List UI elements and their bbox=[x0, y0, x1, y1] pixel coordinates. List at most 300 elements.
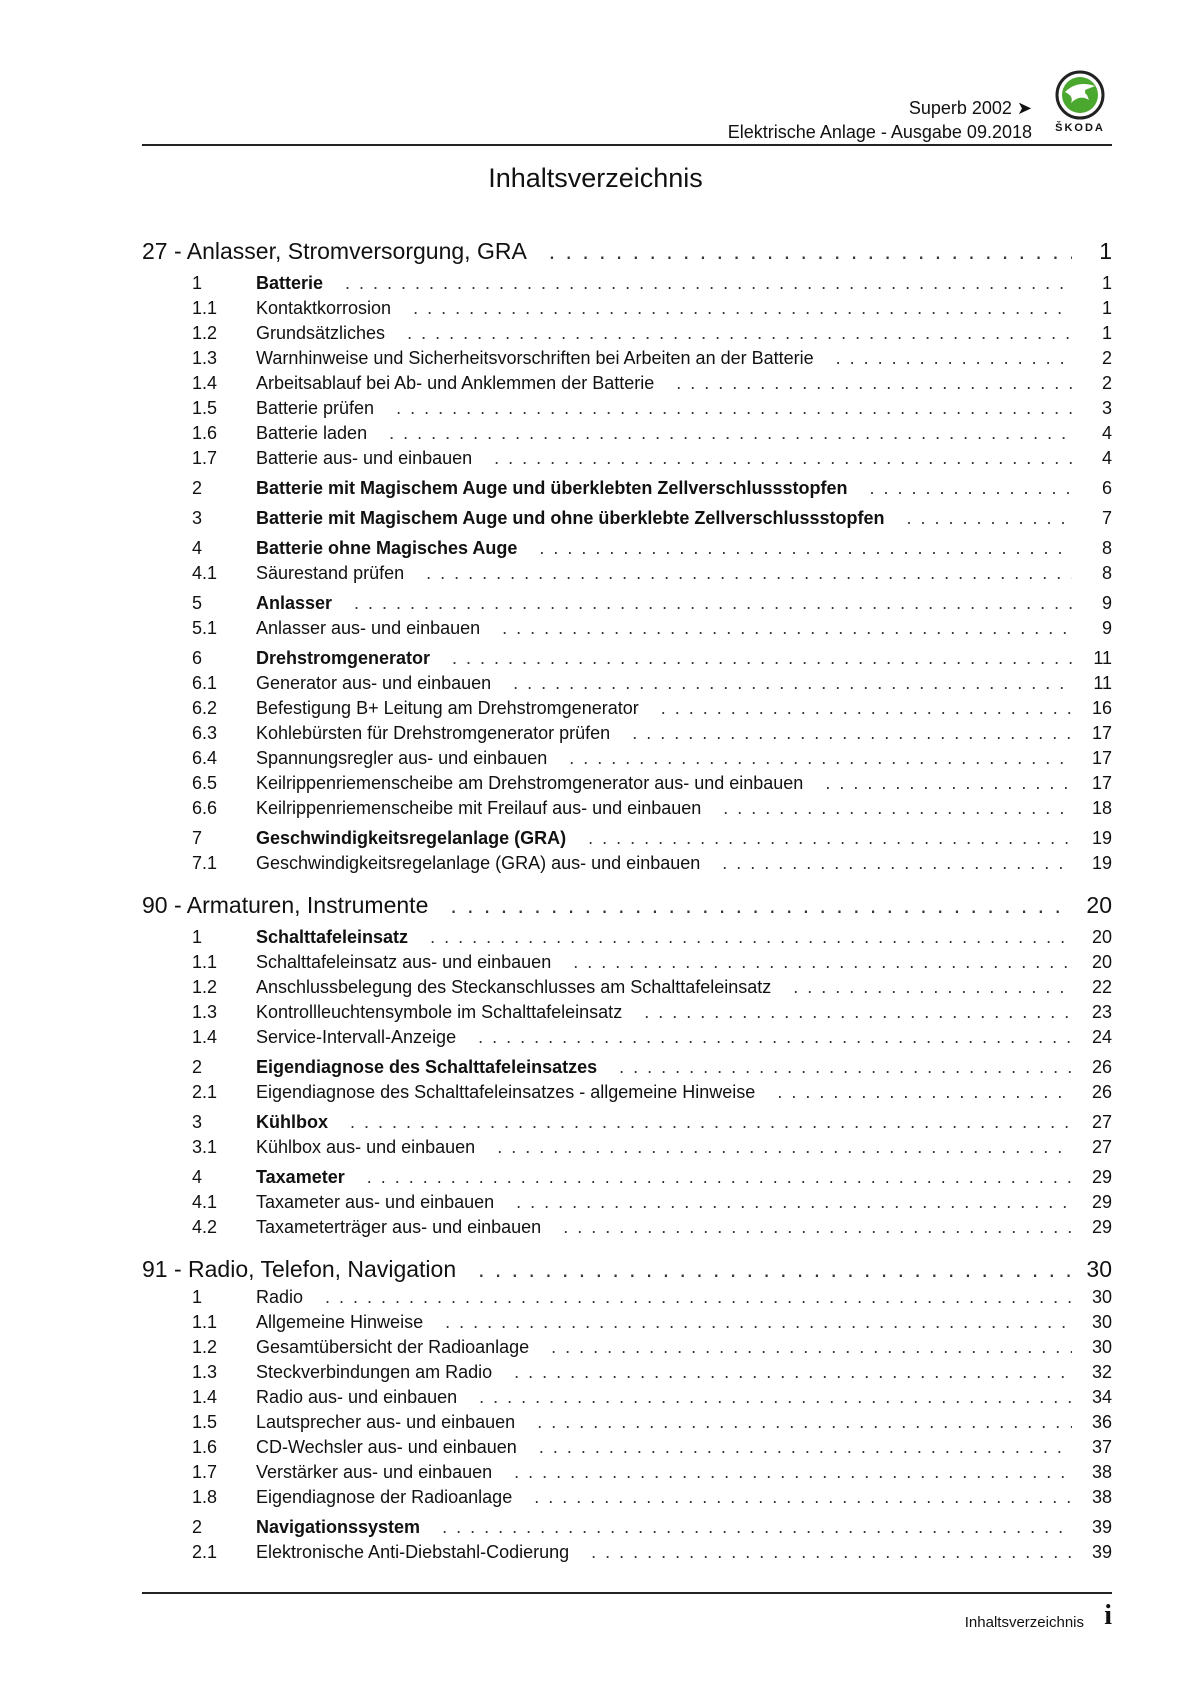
toc-entry-title: Batterie prüfen bbox=[256, 398, 375, 418]
toc-entry-number: 2 bbox=[192, 1517, 203, 1537]
toc-page-number: 1 bbox=[1101, 323, 1112, 343]
toc-page-number: 32 bbox=[1091, 1362, 1112, 1382]
dot-leader bbox=[328, 1112, 1072, 1133]
toc-entry-number: 4.2 bbox=[192, 1217, 218, 1237]
toc-entry-title: Geschwindigkeitsregelanlage (GRA) aus- und einbauen bbox=[256, 853, 701, 873]
toc-page-number: 38 bbox=[1091, 1487, 1112, 1507]
toc-entry-number: 6.4 bbox=[192, 748, 218, 768]
toc-entry-label bbox=[142, 1437, 517, 1458]
dot-leader bbox=[475, 1137, 1072, 1158]
toc-entry-label bbox=[142, 298, 391, 319]
toc-entry-label bbox=[142, 1256, 456, 1283]
dot-leader bbox=[517, 1437, 1072, 1458]
toc-page-number: 7 bbox=[1101, 508, 1112, 528]
toc-entry-title: Batterie laden bbox=[256, 423, 368, 443]
toc-sub-row[interactable] bbox=[142, 614, 1112, 639]
toc-sub-row[interactable] bbox=[142, 319, 1112, 344]
dot-leader bbox=[527, 238, 1072, 265]
toc-entry-label bbox=[142, 1462, 492, 1483]
toc-entry-number: 2.1 bbox=[192, 1082, 218, 1102]
toc-page-number: 38 bbox=[1091, 1462, 1112, 1482]
toc-page-number: 17 bbox=[1091, 723, 1112, 743]
dot-leader bbox=[755, 1082, 1072, 1103]
toc-entry-title: Eigendiagnose der Radioanlage bbox=[256, 1487, 513, 1507]
toc-entry-title: Keilrippenriemenscheibe am Drehstromgenerator aus- und einbauen bbox=[256, 773, 804, 793]
toc-sub-row[interactable] bbox=[142, 669, 1112, 694]
toc-entry-label bbox=[142, 1002, 622, 1023]
toc-page-number: 8 bbox=[1101, 538, 1112, 558]
toc-page-number: 19 bbox=[1091, 828, 1112, 848]
toc-entry-number: 1 bbox=[192, 273, 203, 293]
toc-page-number: 22 bbox=[1091, 977, 1112, 997]
toc-page-number: 11 bbox=[1093, 648, 1112, 668]
dot-leader bbox=[701, 798, 1072, 819]
toc-entry-label bbox=[142, 673, 491, 694]
toc-entry-number: 2.1 bbox=[192, 1542, 218, 1562]
toc-entry-title: Taxameterträger aus- und einbauen bbox=[256, 1217, 542, 1237]
dot-leader bbox=[332, 593, 1072, 614]
toc-page-number: 34 bbox=[1091, 1387, 1112, 1407]
toc-section-row[interactable] bbox=[142, 640, 1112, 669]
toc-entry-label bbox=[142, 1112, 328, 1133]
toc-entry-label bbox=[142, 952, 551, 973]
dot-leader bbox=[517, 538, 1072, 559]
toc-page-number: 8 bbox=[1101, 563, 1112, 583]
toc-entry-number: 6.5 bbox=[192, 773, 218, 793]
toc-entry-number: 1.4 bbox=[192, 1387, 218, 1407]
dot-leader bbox=[420, 1517, 1072, 1538]
toc-page-number: 18 bbox=[1091, 798, 1112, 818]
toc-entry-label bbox=[142, 238, 527, 265]
toc-entry-label bbox=[142, 1412, 515, 1433]
toc-page-number: 26 bbox=[1091, 1057, 1112, 1077]
toc-sub-row[interactable] bbox=[142, 1213, 1112, 1238]
toc-entry-title: Eigendiagnose des Schalttafeleinsatzes - allgemeine Hinweise bbox=[256, 1082, 756, 1102]
toc-entry-number: 7 bbox=[192, 828, 203, 848]
dot-leader bbox=[529, 1337, 1072, 1358]
dot-leader bbox=[408, 927, 1072, 948]
toc-page-number: 30 bbox=[1091, 1337, 1112, 1357]
toc-page-number: 26 bbox=[1091, 1082, 1112, 1102]
toc-entry-number: 1.1 bbox=[192, 952, 218, 972]
toc-entry-title: Anlasser aus- und einbauen bbox=[256, 618, 481, 638]
toc-entry-label bbox=[142, 798, 701, 819]
dot-leader bbox=[847, 478, 1072, 499]
toc-page-number: 4 bbox=[1101, 423, 1112, 443]
toc-entry-label bbox=[142, 348, 814, 369]
toc-entry-label bbox=[142, 593, 332, 614]
dot-leader bbox=[547, 748, 1072, 769]
toc-page-number: 3 bbox=[1101, 398, 1112, 418]
toc-entry-number: 3 bbox=[192, 1112, 203, 1132]
page-title: Inhaltsverzeichnis bbox=[488, 163, 703, 193]
toc-page-number: 39 bbox=[1091, 1542, 1112, 1562]
toc-sub-row[interactable] bbox=[142, 419, 1112, 444]
toc-entry-title: Service-Intervall-Anzeige bbox=[256, 1027, 457, 1047]
toc-entry-number: 6.2 bbox=[192, 698, 218, 718]
toc-page-number: 17 bbox=[1091, 748, 1112, 768]
toc-sub-row[interactable] bbox=[142, 973, 1112, 998]
toc-entry-number: 1.5 bbox=[192, 1412, 218, 1432]
toc-entry-number: 1.5 bbox=[192, 398, 218, 418]
toc-entry-label bbox=[142, 1337, 529, 1358]
toc-entry-label bbox=[142, 1057, 597, 1078]
toc-entry-label bbox=[142, 853, 700, 874]
toc-section-row[interactable] bbox=[142, 820, 1112, 849]
toc-sub-row[interactable] bbox=[142, 1383, 1112, 1408]
toc-page-number: 29 bbox=[1091, 1167, 1112, 1187]
dot-leader bbox=[374, 398, 1072, 419]
dot-leader bbox=[345, 1167, 1072, 1188]
toc-sub-row[interactable] bbox=[142, 1433, 1112, 1458]
dot-leader bbox=[428, 892, 1072, 919]
toc-entry-label bbox=[142, 892, 428, 919]
toc-entry-number: 1.2 bbox=[192, 1337, 218, 1357]
toc-sub-row[interactable] bbox=[142, 344, 1112, 369]
toc-page-number: 4 bbox=[1101, 448, 1112, 468]
toc-sub-row[interactable] bbox=[142, 1308, 1112, 1333]
toc-sub-row[interactable] bbox=[142, 294, 1112, 319]
dot-leader bbox=[654, 373, 1072, 394]
toc-section-row[interactable] bbox=[142, 1159, 1112, 1188]
toc-sub-row[interactable] bbox=[142, 744, 1112, 769]
toc-entry-title: Warnhinweise und Sicherheitsvorschriften bei Arbeiten an der Batterie bbox=[256, 348, 814, 368]
toc-entry-title: Schalttafeleinsatz bbox=[256, 927, 409, 947]
toc-sub-row[interactable] bbox=[142, 1538, 1112, 1563]
toc-entry-number: 6.6 bbox=[192, 798, 218, 818]
dot-leader bbox=[771, 977, 1072, 998]
toc-entry-number: 4 bbox=[192, 1167, 203, 1187]
dot-leader bbox=[456, 1027, 1072, 1048]
dot-leader bbox=[472, 448, 1072, 469]
dot-leader bbox=[700, 853, 1072, 874]
toc-entry-title: 27 - Anlasser, Stromversorgung, GRA bbox=[142, 238, 527, 264]
toc-entry-number: 1.8 bbox=[192, 1487, 218, 1507]
toc-section-row[interactable] bbox=[142, 470, 1112, 499]
dot-leader bbox=[597, 1057, 1072, 1078]
toc-entry-label bbox=[142, 1487, 512, 1508]
dot-leader bbox=[803, 773, 1072, 794]
toc-page-number: 23 bbox=[1091, 1002, 1112, 1022]
toc-entry-number: 1.4 bbox=[192, 373, 218, 393]
toc-entry-label bbox=[142, 748, 547, 769]
toc-entry-number: 4.1 bbox=[192, 1192, 218, 1212]
toc-sub-row[interactable] bbox=[142, 1408, 1112, 1433]
toc-entry-number: 1.2 bbox=[192, 323, 218, 343]
toc-page-number: 29 bbox=[1091, 1192, 1112, 1212]
toc-page-number: 29 bbox=[1091, 1217, 1112, 1237]
dot-leader bbox=[610, 723, 1072, 744]
dot-leader bbox=[456, 1256, 1072, 1283]
toc-entry-label bbox=[142, 1362, 492, 1383]
dot-leader bbox=[884, 508, 1072, 529]
dot-leader bbox=[404, 563, 1072, 584]
skoda-logo bbox=[1048, 70, 1112, 142]
toc-entry-title: Batterie mit Magischem Auge und ohne überklebte Zellverschlussstopfen bbox=[256, 508, 885, 528]
toc-entry-label bbox=[142, 1312, 423, 1333]
toc-entry-label bbox=[142, 273, 323, 294]
toc-entry-label bbox=[142, 508, 884, 529]
toc-section-row[interactable] bbox=[142, 1049, 1112, 1078]
toc-page-number: 24 bbox=[1091, 1027, 1112, 1047]
toc-entry-title: Radio bbox=[256, 1287, 304, 1307]
toc-page-number: 19 bbox=[1091, 853, 1112, 873]
toc-page-number: 30 bbox=[1086, 1256, 1112, 1282]
toc-entry-title: Elektronische Anti-Diebstahl-Codierung bbox=[256, 1542, 570, 1562]
toc-entry-number: 1.7 bbox=[192, 1462, 218, 1482]
toc-page-number: 2 bbox=[1101, 348, 1112, 368]
toc-sub-row[interactable] bbox=[142, 1023, 1112, 1048]
toc-entry-number: 3 bbox=[192, 508, 203, 528]
dot-leader bbox=[303, 1287, 1072, 1308]
toc-entry-label bbox=[142, 698, 639, 719]
toc-sub-row[interactable] bbox=[142, 719, 1112, 744]
toc-entry-number: 4.1 bbox=[192, 563, 218, 583]
toc-sub-row[interactable] bbox=[142, 369, 1112, 394]
toc-entry-title: Batterie ohne Magisches Auge bbox=[256, 538, 518, 558]
toc-page-number: 20 bbox=[1091, 952, 1112, 972]
toc-page-number: 37 bbox=[1091, 1437, 1112, 1457]
toc-page-number: 9 bbox=[1101, 618, 1112, 638]
toc-sub-row[interactable] bbox=[142, 948, 1112, 973]
toc-entry-label bbox=[142, 927, 408, 948]
toc-section-row[interactable] bbox=[142, 1509, 1112, 1538]
toc-chapter-row[interactable] bbox=[142, 1248, 1112, 1283]
toc-entry-number: 1.1 bbox=[192, 1312, 218, 1332]
toc-chapter-row[interactable] bbox=[142, 230, 1112, 265]
toc-entry-title: Kontaktkorrosion bbox=[256, 298, 392, 318]
toc-entry-label bbox=[142, 563, 404, 584]
toc-entry-number: 4 bbox=[192, 538, 203, 558]
toc-entry-title: Anlasser bbox=[256, 593, 333, 613]
toc-entry-title: Verstärker aus- und einbauen bbox=[256, 1462, 493, 1482]
toc-entry-number: 6.1 bbox=[192, 673, 218, 693]
dot-leader bbox=[512, 1487, 1072, 1508]
toc-entry-label bbox=[142, 1217, 541, 1238]
dot-leader bbox=[551, 952, 1072, 973]
toc-sub-row[interactable] bbox=[142, 998, 1112, 1023]
dot-leader bbox=[494, 1192, 1072, 1213]
toc-sub-row[interactable] bbox=[142, 559, 1112, 584]
toc-entry-title: CD-Wechsler aus- und einbauen bbox=[256, 1437, 517, 1457]
toc-entry-title: Kühlbox aus- und einbauen bbox=[256, 1137, 476, 1157]
toc-page-number: 16 bbox=[1091, 698, 1112, 718]
toc-sub-row[interactable] bbox=[142, 849, 1112, 874]
dot-leader bbox=[391, 298, 1072, 319]
toc-entry-label bbox=[142, 1542, 569, 1563]
toc-entry-title: Kohlebürsten für Drehstromgenerator prüfen bbox=[256, 723, 611, 743]
toc-section-row[interactable] bbox=[142, 500, 1112, 529]
footer-page-number: i bbox=[1104, 1600, 1112, 1631]
dot-leader bbox=[515, 1412, 1072, 1433]
toc-entry-title: Arbeitsablauf bei Ab- und Anklemmen der Batterie bbox=[256, 373, 655, 393]
toc-entry-label bbox=[142, 828, 566, 849]
toc-entry-label bbox=[142, 373, 654, 394]
table-of-contents bbox=[142, 230, 1112, 1563]
toc-chapter-row[interactable] bbox=[142, 884, 1112, 919]
dot-leader bbox=[430, 648, 1072, 669]
dot-leader bbox=[480, 618, 1072, 639]
toc-entry-number: 3.1 bbox=[192, 1137, 218, 1157]
toc-entry-number: 2 bbox=[192, 478, 203, 498]
toc-entry-title: Grundsätzliches bbox=[256, 323, 386, 343]
dot-leader bbox=[569, 1542, 1072, 1563]
toc-page-number: 20 bbox=[1086, 892, 1112, 918]
toc-entry-title: Kühlbox bbox=[256, 1112, 328, 1132]
dot-leader bbox=[491, 673, 1072, 694]
toc-entry-label bbox=[142, 323, 385, 344]
toc-page-number: 17 bbox=[1091, 773, 1112, 793]
toc-entry-title: Spannungsregler aus- und einbauen bbox=[256, 748, 548, 768]
dot-leader bbox=[367, 423, 1072, 444]
toc-entry-title: Befestigung B+ Leitung am Drehstromgenerator bbox=[256, 698, 639, 718]
dot-leader bbox=[492, 1362, 1072, 1383]
toc-entry-label bbox=[142, 1517, 420, 1538]
dot-leader bbox=[622, 1002, 1072, 1023]
toc-entry-label bbox=[142, 773, 803, 794]
dot-leader bbox=[639, 698, 1072, 719]
toc-sub-row[interactable] bbox=[142, 1283, 1112, 1308]
toc-page-number: 30 bbox=[1091, 1312, 1112, 1332]
toc-entry-title: Keilrippenriemenscheibe mit Freilauf aus- und einbauen bbox=[256, 798, 702, 818]
toc-entry-number: 1.3 bbox=[192, 348, 218, 368]
toc-sub-row[interactable] bbox=[142, 1333, 1112, 1358]
toc-entry-number: 1.4 bbox=[192, 1027, 218, 1047]
toc-entry-label bbox=[142, 648, 430, 669]
toc-sub-row[interactable] bbox=[142, 769, 1112, 794]
toc-section-row[interactable] bbox=[142, 585, 1112, 614]
toc-entry-number: 5.1 bbox=[192, 618, 218, 638]
toc-entry-title: Geschwindigkeitsregelanlage (GRA) bbox=[256, 828, 567, 848]
toc-entry-title: Batterie mit Magischem Auge und überklebten Zellverschlussstopfen bbox=[256, 478, 848, 498]
toc-entry-title: Kontrollleuchtensymbole im Schalttafeleinsatz bbox=[256, 1002, 623, 1022]
dot-leader bbox=[541, 1217, 1072, 1238]
dot-leader bbox=[566, 828, 1072, 849]
toc-entry-number: 6.3 bbox=[192, 723, 218, 743]
toc-sub-row[interactable] bbox=[142, 794, 1112, 819]
footer-rule bbox=[142, 1592, 1112, 1594]
toc-entry-label bbox=[142, 1192, 494, 1213]
toc-entry-title: Steckverbindungen am Radio bbox=[256, 1362, 493, 1382]
toc-page-number: 30 bbox=[1091, 1287, 1112, 1307]
toc-sub-row[interactable] bbox=[142, 1078, 1112, 1103]
toc-page-number: 1 bbox=[1101, 298, 1112, 318]
toc-page-number: 27 bbox=[1091, 1137, 1112, 1157]
toc-entry-title: Generator aus- und einbauen bbox=[256, 673, 492, 693]
vehicle-model: Superb 2002 ➤ bbox=[908, 98, 1032, 118]
skoda-logo-icon bbox=[1055, 70, 1105, 120]
toc-sub-row[interactable] bbox=[142, 694, 1112, 719]
toc-page-number: 1 bbox=[1099, 238, 1112, 264]
toc-entry-title: Drehstromgenerator bbox=[256, 648, 431, 668]
toc-sub-row[interactable] bbox=[142, 1358, 1112, 1383]
toc-page-number: 2 bbox=[1101, 373, 1112, 393]
toc-entry-label bbox=[142, 977, 771, 998]
toc-page-number: 36 bbox=[1091, 1412, 1112, 1432]
toc-section-row[interactable] bbox=[142, 919, 1112, 948]
toc-section-row[interactable] bbox=[142, 1104, 1112, 1133]
dot-leader bbox=[814, 348, 1072, 369]
chapter-spacer bbox=[142, 1238, 1112, 1248]
toc-entry-number: 1.1 bbox=[192, 298, 218, 318]
dot-leader bbox=[457, 1387, 1072, 1408]
logo-wordmark: ŠKODA bbox=[1055, 122, 1105, 134]
toc-entry-label bbox=[142, 1167, 345, 1188]
toc-entry-label bbox=[142, 478, 847, 499]
toc-entry-label bbox=[142, 1387, 457, 1408]
toc-entry-title: Anschlussbelegung des Steckanschlusses am Schalttafeleinsatz bbox=[256, 977, 772, 997]
header-rule bbox=[142, 144, 1112, 146]
toc-entry-label bbox=[142, 448, 472, 469]
toc-entry-number: 6 bbox=[192, 648, 203, 668]
toc-entry-number: 1 bbox=[192, 1287, 203, 1307]
toc-entry-title: Batterie bbox=[256, 273, 324, 293]
toc-section-row[interactable] bbox=[142, 265, 1112, 294]
toc-section-row[interactable] bbox=[142, 530, 1112, 559]
dot-leader bbox=[423, 1312, 1072, 1333]
toc-page-number: 27 bbox=[1091, 1112, 1112, 1132]
toc-entry-title: 91 - Radio, Telefon, Navigation bbox=[142, 1256, 457, 1282]
toc-sub-row[interactable] bbox=[142, 1188, 1112, 1213]
toc-entry-title: Schalttafeleinsatz aus- und einbauen bbox=[256, 952, 552, 972]
manual-subtitle: Elektrische Anlage - Ausgabe 09.2018 bbox=[727, 122, 1032, 142]
toc-entry-number: 2 bbox=[192, 1057, 203, 1077]
toc-page-number: 1 bbox=[1101, 273, 1112, 293]
toc-entry-number: 1.3 bbox=[192, 1362, 218, 1382]
toc-entry-number: 7.1 bbox=[192, 853, 218, 873]
toc-entry-label bbox=[142, 723, 610, 744]
toc-entry-label bbox=[142, 1082, 755, 1103]
toc-entry-title: Gesamtübersicht der Radioanlage bbox=[256, 1337, 530, 1357]
toc-entry-number: 5 bbox=[192, 593, 203, 613]
toc-entry-label bbox=[142, 423, 367, 444]
toc-entry-number: 1.3 bbox=[192, 1002, 218, 1022]
toc-entry-title: Batterie aus- und einbauen bbox=[256, 448, 473, 468]
toc-sub-row[interactable] bbox=[142, 1483, 1112, 1508]
dot-leader bbox=[323, 273, 1072, 294]
toc-entry-title: Allgemeine Hinweise bbox=[256, 1312, 424, 1332]
toc-entry-label bbox=[142, 618, 480, 639]
dot-leader bbox=[492, 1462, 1072, 1483]
toc-entry-title: Säurestand prüfen bbox=[256, 563, 405, 583]
footer-section-name: Inhaltsverzeichnis bbox=[964, 1614, 1084, 1631]
toc-sub-row[interactable] bbox=[142, 444, 1112, 469]
toc-entry-label bbox=[142, 398, 374, 419]
toc-entry-title: Eigendiagnose des Schalttafeleinsatzes bbox=[256, 1057, 598, 1077]
toc-entry-number: 1.6 bbox=[192, 1437, 218, 1457]
toc-sub-row[interactable] bbox=[142, 394, 1112, 419]
toc-page-number: 39 bbox=[1091, 1517, 1112, 1537]
toc-entry-number: 1.6 bbox=[192, 423, 218, 443]
toc-entry-title: 90 - Armaturen, Instrumente bbox=[142, 892, 429, 918]
toc-entry-title: Radio aus- und einbauen bbox=[256, 1387, 458, 1407]
toc-entry-label bbox=[142, 1027, 456, 1048]
toc-page-number: 6 bbox=[1101, 478, 1112, 498]
toc-sub-row[interactable] bbox=[142, 1458, 1112, 1483]
toc-entry-title: Navigationssystem bbox=[256, 1517, 421, 1537]
toc-entry-number: 1.7 bbox=[192, 448, 218, 468]
toc-page-number: 20 bbox=[1091, 927, 1112, 947]
toc-sub-row[interactable] bbox=[142, 1133, 1112, 1158]
toc-page-number: 11 bbox=[1093, 673, 1112, 693]
page-header bbox=[142, 70, 1112, 146]
toc-entry-title: Taxameter aus- und einbauen bbox=[256, 1192, 495, 1212]
toc-entry-number: 1 bbox=[192, 927, 203, 947]
chapter-spacer bbox=[142, 874, 1112, 884]
toc-entry-label bbox=[142, 1287, 303, 1308]
toc-entry-label bbox=[142, 538, 517, 559]
page-footer bbox=[142, 1592, 1112, 1631]
